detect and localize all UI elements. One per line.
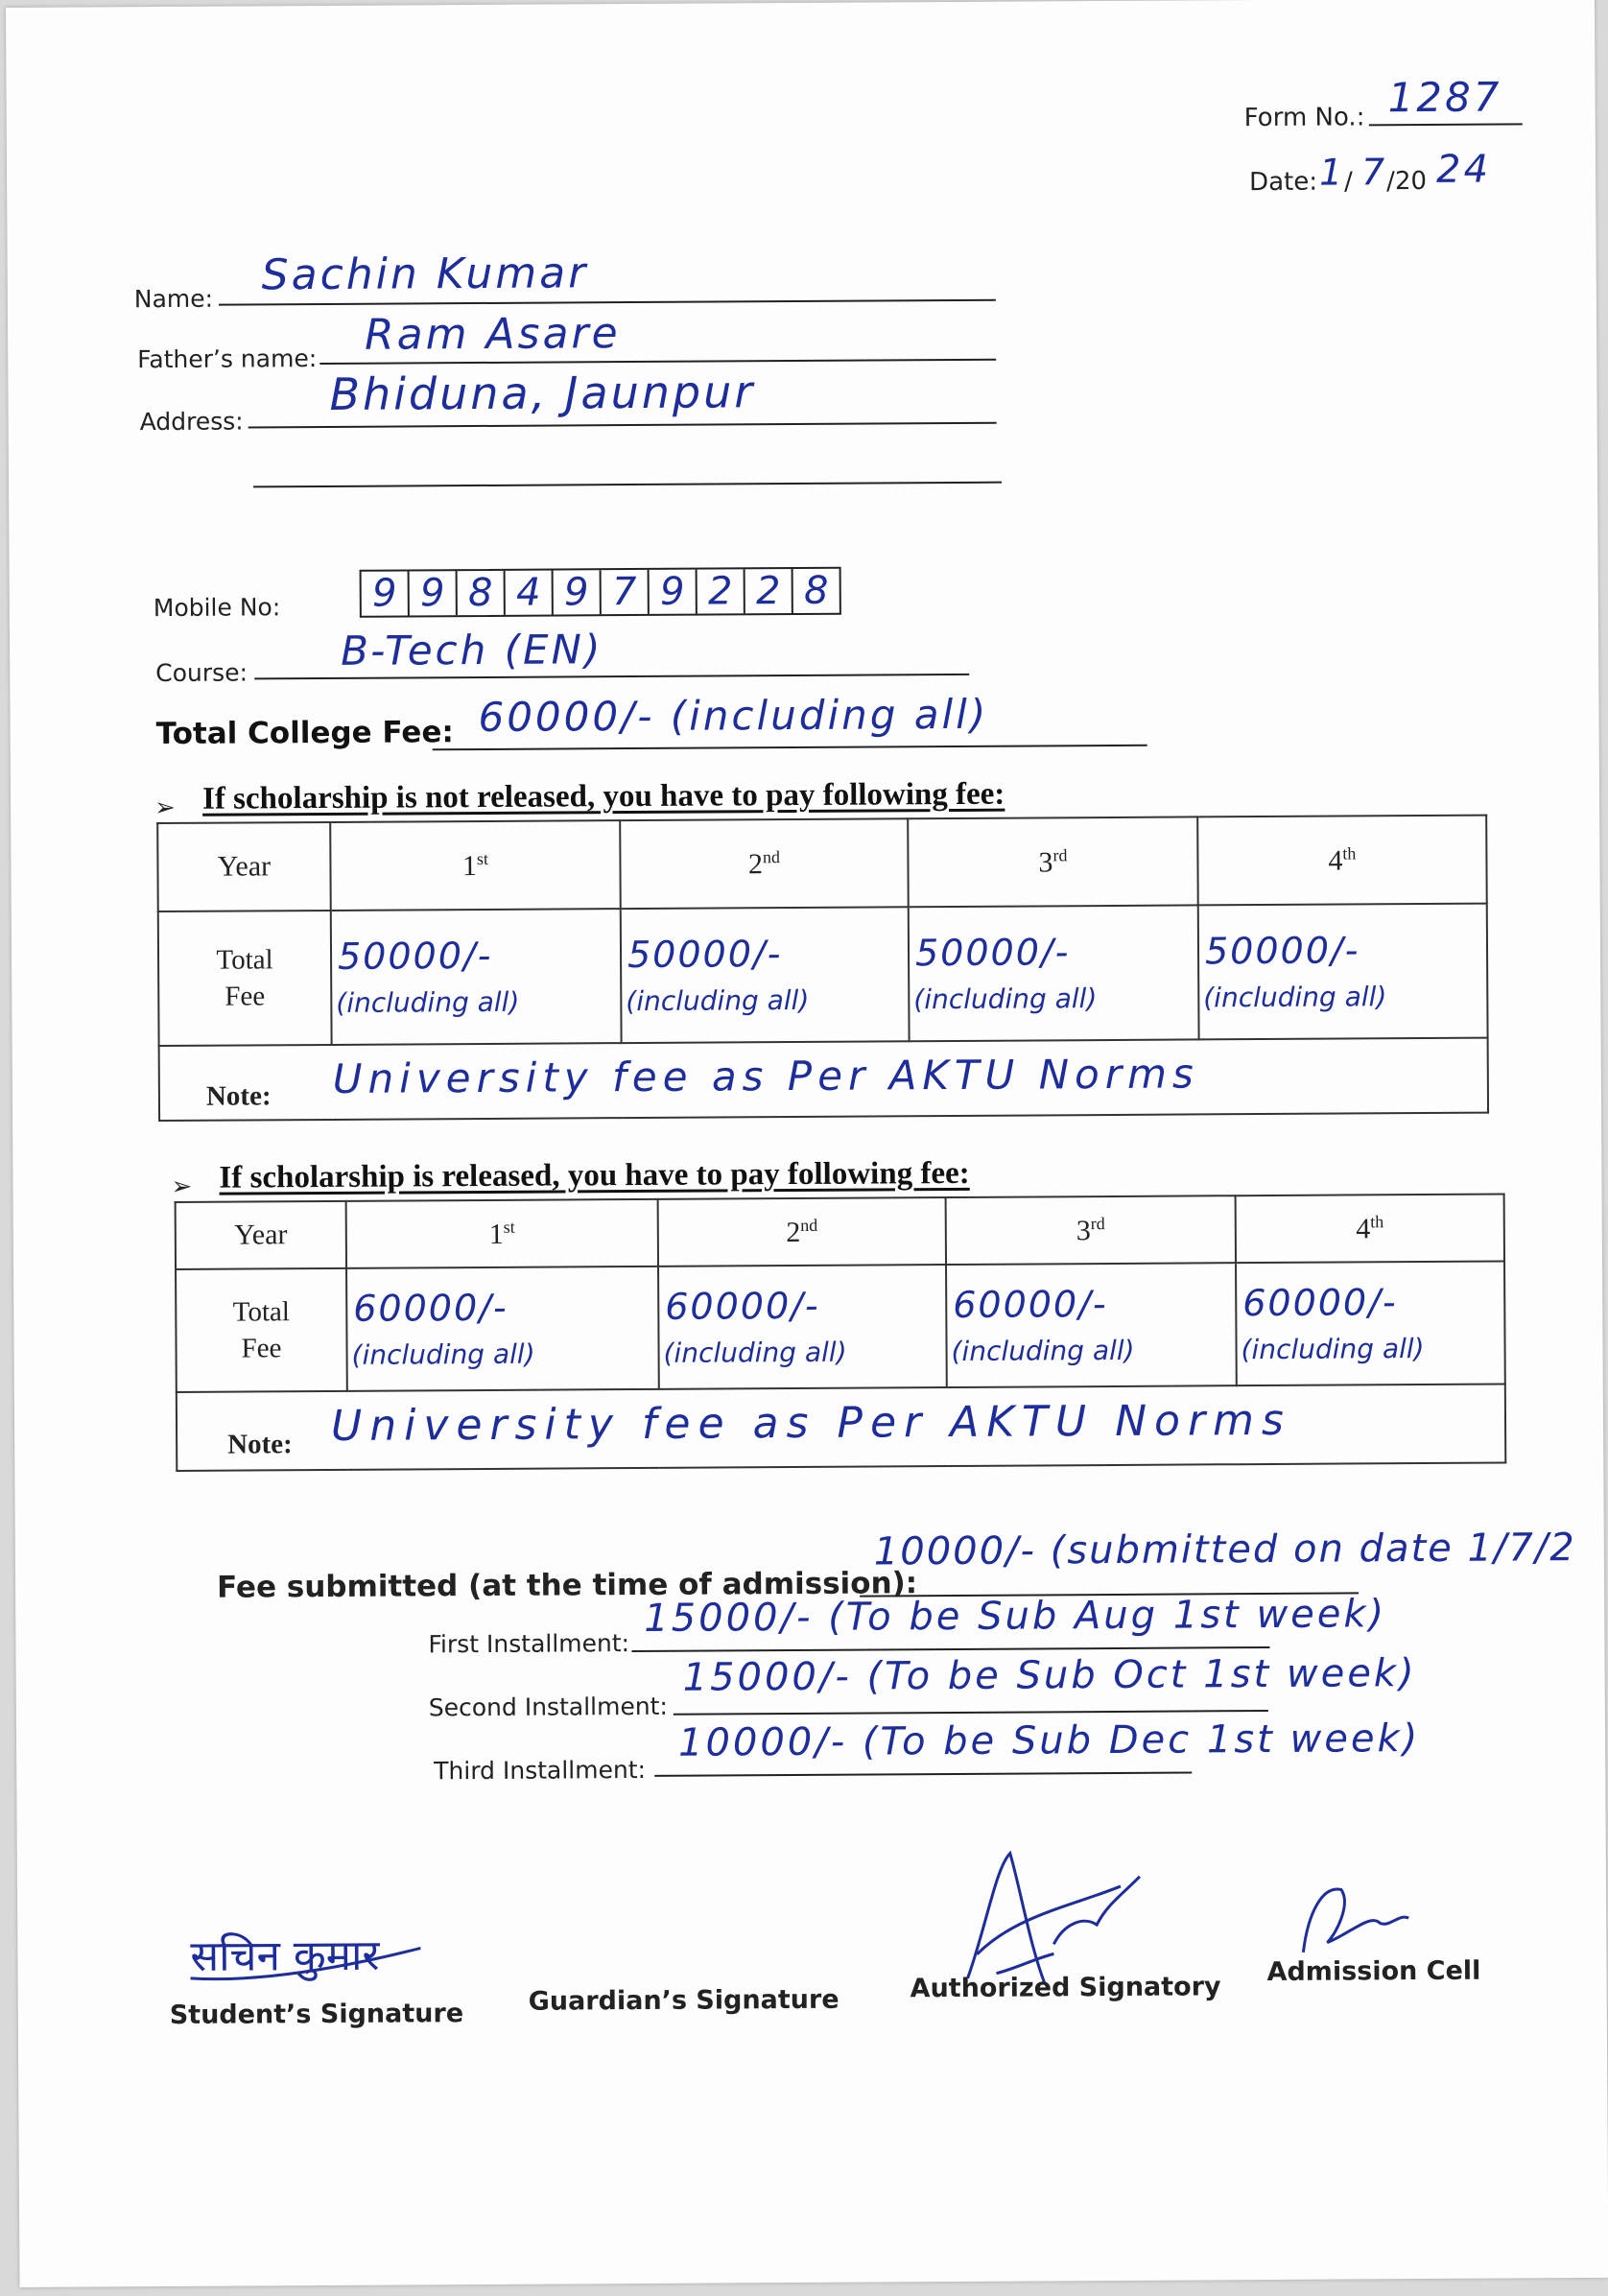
not-released-heading: If scholarship is not released, you have to pay following fee: — [201, 776, 1005, 817]
year-1-header: 1st — [346, 1199, 658, 1268]
total-fee-value: 60000/- (including all) — [478, 690, 989, 742]
form-no-value: 1287 — [1387, 73, 1502, 122]
note-value: University fee as Per AKTU Norms — [330, 1395, 1292, 1451]
third-installment-label: Third Installment: — [434, 1755, 647, 1786]
total-fee-row-label: Total Fee — [158, 911, 332, 1046]
address-line-2 — [253, 482, 1002, 488]
not-released-fee-table — [156, 815, 1489, 1122]
table-row — [176, 1261, 1505, 1391]
mobile-digit-box: 7 — [602, 570, 650, 614]
mobile-digit-box: 9 — [650, 570, 698, 614]
year-header: Year — [176, 1201, 346, 1269]
address-line-1 — [248, 422, 997, 429]
father-name-value: Ram Asare — [364, 309, 621, 360]
authorized-signatory-label: Authorized Signatory — [910, 1972, 1221, 2004]
released-heading: If scholarship is released, you have to pay following fee: — [219, 1155, 970, 1195]
note-label: Note: — [205, 1080, 272, 1112]
admission-cell-label: Admission Cell — [1266, 1955, 1481, 1988]
second-installment-line — [674, 1710, 1268, 1716]
mobile-digit-box: 9 — [362, 571, 410, 615]
note-label: Note: — [227, 1429, 293, 1460]
admission-cell-signature-mark — [1284, 1875, 1419, 1962]
date-month: 7 — [1360, 151, 1388, 194]
address-label: Address: — [139, 407, 244, 437]
date-label: Date: — [1249, 167, 1318, 198]
date-day: 1 — [1318, 151, 1346, 194]
year-2-header: 2nd — [658, 1197, 946, 1266]
course-value: B-Tech (EN) — [340, 626, 603, 675]
second-installment-value: 15000/- (To be Sub Oct 1st week) — [682, 1651, 1417, 1700]
fee-cell-year-1: 50000/- (including all) — [331, 909, 622, 1045]
year-3-header: 3rd — [946, 1195, 1236, 1265]
fee-cell-year-2: 60000/- (including all) — [658, 1265, 947, 1389]
second-installment-label: Second Installment: — [428, 1692, 668, 1722]
mobile-label: Mobile No: — [153, 593, 281, 623]
third-installment-line — [654, 1771, 1192, 1776]
mobile-digit-box: 4 — [506, 571, 554, 615]
fee-cell-year-4: 60000/- (including all) — [1236, 1261, 1505, 1385]
year-4-header: 4th — [1236, 1194, 1504, 1263]
form-no-line — [1369, 123, 1523, 126]
name-value: Sachin Kumar — [261, 249, 589, 300]
mobile-digit-boxes — [360, 567, 841, 618]
mobile-digit-box: 8 — [458, 571, 506, 615]
year-1-header: 1st — [330, 820, 621, 911]
released-fee-table — [175, 1193, 1507, 1471]
total-fee-label: Total College Fee: — [155, 715, 454, 752]
name-label: Name: — [133, 284, 214, 314]
fee-cell-year-2: 50000/- (including all) — [621, 907, 910, 1043]
fee-submitted-value: 10000/- (submitted on date 1/7/2 — [873, 1526, 1576, 1574]
table-row — [177, 1384, 1505, 1470]
note-row — [177, 1384, 1505, 1470]
note-value: University fee as Per AKTU Norms — [332, 1050, 1199, 1102]
name-line — [219, 299, 996, 306]
table-row — [176, 1194, 1504, 1268]
address-value: Bhiduna, Jaunpur — [329, 366, 756, 420]
fee-cell-year-4: 50000/- (including all) — [1198, 904, 1488, 1040]
table-row — [158, 904, 1488, 1046]
first-installment-line — [631, 1646, 1269, 1652]
fee-cell-year-3: 50000/- (including all) — [909, 905, 1199, 1041]
date-year-prefix: /20 — [1386, 166, 1428, 197]
third-installment-value: 10000/- (To be Sub Dec 1st week) — [677, 1716, 1421, 1765]
student-signature-flourish — [180, 1929, 430, 1998]
date-year: 24 — [1435, 147, 1492, 192]
year-2-header: 2nd — [620, 818, 909, 909]
total-fee-row-label: Total Fee — [176, 1268, 347, 1392]
total-fee-line — [433, 745, 1147, 751]
year-3-header: 3rd — [908, 817, 1198, 907]
arrow-bullet-icon: ➢ — [171, 1172, 193, 1201]
form-no-label: Form No.: — [1243, 103, 1365, 133]
fee-cell-year-3: 60000/- (including all) — [946, 1263, 1237, 1387]
student-signature-label: Student’s Signature — [169, 1999, 464, 2030]
arrow-bullet-icon: ➢ — [154, 793, 176, 823]
course-label: Course: — [155, 658, 248, 688]
year-header: Year — [157, 822, 331, 911]
first-installment-label: First Installment: — [428, 1629, 630, 1659]
mobile-digit-box: 9 — [554, 570, 602, 614]
mobile-digit-box: 2 — [745, 569, 793, 613]
admission-form-sheet: Form No.: 1287 Date: 1 / 7 /20 24 Name: Sachin Kumar Father’s name: Ram Asare Address: Bhiduna, Jaunpur Mobile No: 9 9 8 4 9 7 9 2 2 8 Course: B-Tech (EN) Total College Fee: 60000/- (including all) ➢ If scholarship is not released, you have to pay following fee: Year 1st 2nd 3rd 4th Total Fee 50000/- (including all) 50000/- (including all) 50000/- (including all) 50000/- (including all) Note: University fee as Per AKTU Norms ➢ If scholarship is released, you have to pay following fee: Year 1st 2nd 3rd 4th Total Fee 60000/- (including all) 60000/- (including all) 60000/- (including all) 60000/- (including all) Note: University fee as Per AKTU Norms Fee submitted (at the time of admission): 10000/- (submitted on date 1/7/2 First Installment: 15000/- (To be Sub Aug 1st week) Second Installment: 15000/- (To be Sub Oct 1st week) Third Installment: 10000/- (To be Sub Dec 1st week) सचिन कुमार Student’s Signature Guardian’s Signature Authorized Signatory Admission Cell — [6, 0, 1608, 2287]
father-name-label: Father’s name: — [137, 344, 318, 374]
mobile-digit-box: 8 — [803, 568, 829, 613]
course-line — [254, 674, 969, 680]
mobile-digit-box: 2 — [698, 569, 745, 613]
guardian-signature-label: Guardian’s Signature — [528, 1984, 839, 2017]
mobile-digit-box: 9 — [410, 571, 458, 615]
student-signature-mark: सचिन कुमार — [190, 1930, 380, 1981]
father-name-line — [319, 359, 996, 365]
table-row — [157, 816, 1487, 911]
year-4-header: 4th — [1197, 816, 1487, 906]
table-row — [159, 1038, 1488, 1121]
fee-submitted-label: Fee submitted (at the time of admission): — [216, 1566, 918, 1605]
first-installment-value: 15000/- (To be Sub Aug 1st week) — [644, 1592, 1387, 1641]
note-row — [159, 1038, 1488, 1121]
fee-cell-year-1: 60000/- (including all) — [346, 1266, 659, 1391]
